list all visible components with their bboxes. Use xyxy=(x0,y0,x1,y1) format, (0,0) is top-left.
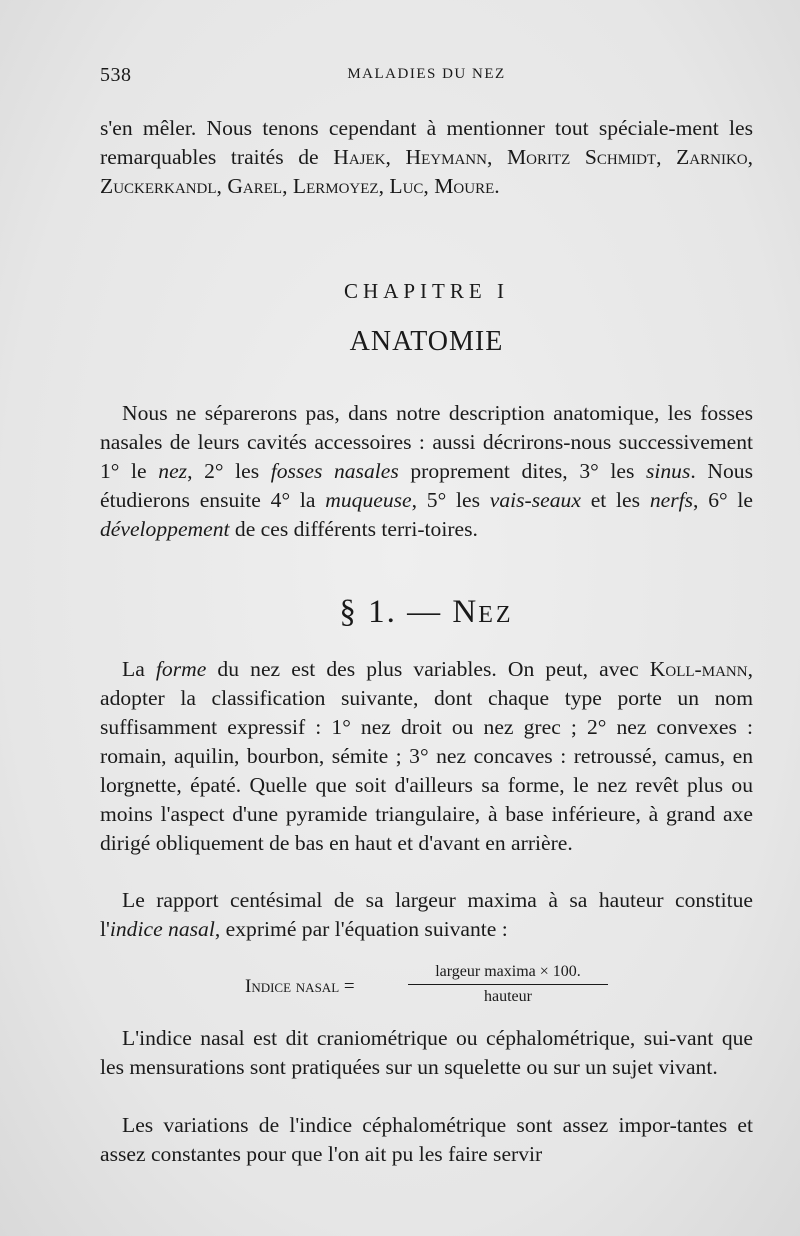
separator: , xyxy=(486,145,507,169)
text-run: . Nous étudierons ensuite 4° la xyxy=(100,459,753,512)
author-name: Zuckerkandl xyxy=(100,174,217,198)
text-run: , 6° le xyxy=(693,488,753,512)
rapport-paragraph xyxy=(100,886,753,944)
text-run: et les xyxy=(580,488,650,512)
italic-term: nez xyxy=(158,459,188,483)
equation-fraction xyxy=(408,962,608,1006)
author-name: Garel xyxy=(227,174,283,198)
author-name: Moritz Schmidt xyxy=(506,145,657,169)
period: . xyxy=(494,174,500,198)
separator: , xyxy=(282,174,293,198)
anatomy-paragraph xyxy=(100,399,753,544)
text-run: proprement dites, 3° les xyxy=(398,459,646,483)
separator: , xyxy=(747,145,754,169)
text-run: , exprimé par l'équation suivante : xyxy=(214,917,508,941)
italic-term: développement xyxy=(100,517,230,541)
variations-paragraph: Les variations de l'indice céphalométrique sont assez impor-tantes et assez constantes pour que l'on ait pu les faire servir xyxy=(100,1113,753,1166)
intro-text: s'en mêler. Nous tenons cependant à mentionner tout spéciale-ment les remarquables traités de xyxy=(100,116,753,169)
italic-term: sinus xyxy=(645,459,691,483)
separator: , xyxy=(656,145,677,169)
chapter-label: CHAPITRE I xyxy=(344,279,509,303)
author-name: Hajek xyxy=(333,145,386,169)
text-run: Le rapport centésimal de sa largeur maxima à sa hauteur constitue l' xyxy=(100,888,753,941)
author-name: Moure xyxy=(434,174,495,198)
italic-term: vais-seaux xyxy=(489,488,581,512)
fraction-bar xyxy=(408,984,608,985)
separator: , xyxy=(216,174,228,198)
section-heading xyxy=(100,594,753,631)
separator: , xyxy=(385,145,406,169)
section-rest: EZ xyxy=(478,602,514,628)
intro-paragraph xyxy=(100,114,753,201)
author-name: Zarniko xyxy=(676,145,748,169)
page-header xyxy=(100,64,753,94)
text-run: du nez est des plus variables. On peut, avec xyxy=(206,657,650,681)
section-prefix: § 1. — N xyxy=(339,594,479,630)
separator: , xyxy=(423,174,435,198)
running-title: MALADIES DU NEZ xyxy=(347,66,506,82)
author-name: Luc xyxy=(389,174,424,198)
author-name: Koll-mann xyxy=(649,657,748,681)
text-run: , 5° les xyxy=(411,488,490,512)
author-name: Heymann xyxy=(405,145,487,169)
chapter-title: ANATOMIE xyxy=(349,326,504,357)
indice-paragraph: L'indice nasal est dit craniométrique ou céphalométrique, sui-vant que les mensurations sont pratiquées sur un squelette ou sur un sujet vivant. xyxy=(100,1026,753,1079)
separator: , xyxy=(378,174,390,198)
page-number: 538 xyxy=(100,64,132,86)
italic-term: fosses nasales xyxy=(270,459,399,483)
text-run: , adopter la classification suivante, dont chaque type porte un nom suffisamment expressif : 1° nez droit ou nez grec ; 2° nez convexes : romain, aquilin, bourbon, sémite ; 3° nez concaves : retroussé, camus, en lorgnette, épaté. Quelle que soit d'ailleurs sa forme, le nez revêt plus ou moins l'aspect d'une pyramide triangulaire, à base inférieure, à grand axe dirigé obliquement de bas en haut et d'avant en arrière. xyxy=(100,657,753,855)
equation-denominator: hauteur xyxy=(484,988,532,1005)
text-run: de ces différents terri-toires. xyxy=(229,517,478,541)
italic-term: forme xyxy=(155,657,207,681)
author-name: Lermoyez xyxy=(292,174,379,198)
italic-term: nerfs xyxy=(649,488,694,512)
nasal-index-equation xyxy=(240,962,640,1012)
italic-term: indice nasal xyxy=(109,917,215,941)
forme-paragraph xyxy=(100,655,753,858)
italic-term: muqueuse xyxy=(325,488,412,512)
text-run: Nous ne séparerons pas, dans notre description anatomique, les fosses nasales de leurs cavités accessoires : aussi décrirons-nous successivement 1° le xyxy=(100,401,753,483)
text-run: La xyxy=(122,657,156,681)
equation-numerator: largeur maxima × 100. xyxy=(435,963,581,980)
equation-label: Indice nasal = xyxy=(245,976,355,997)
text-run: , 2° les xyxy=(187,459,271,483)
